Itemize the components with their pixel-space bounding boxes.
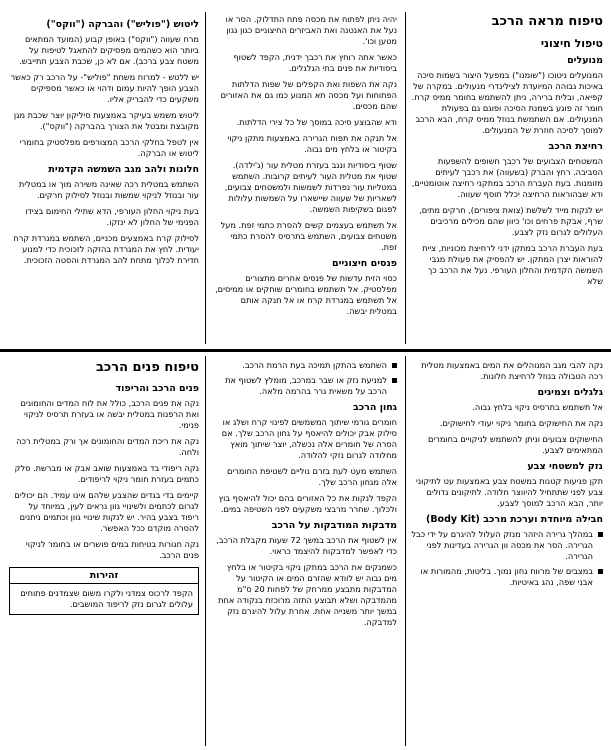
paragraph: נקה להבי מגב המנוהלים את המים באמצעות מטלית רכה הטבולה בנוזל לרחיצת חלונות. — [421, 360, 603, 381]
paragraph: כשמנקים את הרכב במתקן ניקוי בקיטור או בלחץ מים גבוה יש לוודא שהזרם המים או הקיטור על המדבקות מתבצע ממרחק של לפחות 20 ס"מ מהמדבקה ושלא תבוצע התזה מרוכזת בנקודה אחת במשך יותר משנייה אחת. אחרת עלול להיגרם נזק למדבקה. — [218, 562, 397, 627]
page-separator — [0, 349, 611, 352]
paragraph: נקה את החישוקים בחומר ניקוי יעודי לחישוקים. — [439, 418, 603, 428]
section-heading-exterior: טיפול חיצוני — [540, 37, 603, 50]
bullet-item: למניעת נזק או שבר במרכב, מומלץ לשטוף את הרכב על משאית גרר בהרמה מלאה. — [213, 375, 397, 397]
column-divider — [405, 356, 406, 746]
paragraph: אל תנקה את תפוח הגרירה באמצעות מתקן ניקוי בקיטור או בלחץ מים גבוה. — [227, 133, 397, 154]
paragraph: נקה חגורות בטיחות במים פושרים או בחומר לניקוי פנים הרכב. — [25, 539, 199, 560]
top-column-middle — [213, 14, 397, 344]
bottom-column-middle — [213, 360, 397, 745]
paragraph: החישוקים צבועים וניתן להשתמש לניקויים בחומרים המתאימים לצבע. — [427, 434, 603, 455]
subheading-polish: ליטוש ("פוליש") והברקה ("ווקס") — [46, 19, 199, 30]
interior-title: טיפוח פנים הרכב — [95, 360, 199, 375]
paragraph: מרח שעווה ("ווקס") באופן קבוע (המועד המתאים ביותר הוא כשהמים מפסיקים להתאגל לטיפות על משטח צבע ברכב). אם לא כן, שכבת הצבע תתייבש. — [19, 34, 199, 66]
paragraph: המשטחים הצבועים של רכבך חשופים להשפעות הסביבה. רחץ והברק (בשעווה) את רכבך לעיתים מזומנות. בעת העברת הרכב במתקני רחיצה אוטומטיים, ודא שבהוראות הרחיצה יכלל תוסף שעווה. — [411, 156, 603, 199]
caution-box — [9, 567, 199, 615]
paragraph: כסוי הזית עדשות של פנסים אחרים מתצורים מפלסטיק. אל תשתמש בחומרים שוחקים או ממיסים, אל תשתמש במגרדת קרח או אל תנקה אותם במטלית יבשה. — [215, 273, 397, 316]
subheading-stickers: מדבקות המודבקות על הרכב — [271, 520, 397, 531]
subheading-windows: חלונות ולהב מגב השמשה הקדמית — [48, 164, 199, 175]
subheading-locks: מנועלים — [567, 55, 603, 66]
paragraph: תקן פגיעות קטנות במשטח צבע באמצעות עט לתיקוני צבע לפני שתתחיל להיווצר חלודה. לתיקונים גדולים יותר, הבא הרכב למוסך לצבע. — [416, 476, 603, 508]
subheading-paint-damage: נזק למשטחי צבע — [527, 461, 603, 472]
column-divider — [405, 12, 406, 344]
paragraph: אין לשטוף את הרכב במשך 72 שעות מקבלת הרכב, כדי לאפשר למדבקות להיצמד כראוי. — [216, 535, 397, 556]
page-title: טיפוח מראה הרכב — [491, 14, 603, 29]
paragraph: אין לטפל בחלקי הרכב המצורפים מפלסטיק בחומרי ליטוש או הברקה. — [19, 137, 199, 158]
paragraph: יש ללטש - למרוח משחת "פוליש"- על הרכב רק כאשר הצבע הופך להיות עמום ודהוי או כאשר מספיקים משקעים כדי להבריק אליו. — [10, 72, 199, 104]
paragraph: אל תשתמש בתרסיס ניקוי בלחץ גבוה. — [472, 402, 603, 412]
subheading-body-kit: חבילה מיוחדת וערכת מרכב (Body Kit) — [425, 514, 603, 525]
paragraph: חומרים גורמי שיתוך המשמשים לפינוי קרח ושלג או סילוק אבק יכולים להיאסף על גחון הרכב שלך. אם הסרה של חומרים אלה נכשלה, יוצר שיתוך מואץ מחלודה לגרום נזקי להלודה. — [221, 417, 397, 460]
subheading-lights: פנסים חיצוניים — [331, 258, 397, 269]
subheading-underbody: גחון הרכב — [352, 402, 397, 413]
paragraph: שטוף ביסודיות ונגב בעזרת מטלית עור (ג'ילדה). שטוף את מטלית העור לעיתים קרובות. השתמש במטליות עור נפרדות לשמשות ולמשטחים צבועים, לשאריות של שעווה שיישארו על השמשות עלולות לפגום בשקיפות השמשה. — [224, 160, 397, 214]
paragraph: השתמש במטלית רכה שאינה משירה מוך או במטלית עור ובנוזל לניקוי שמשות ובנוזל לסילוק חרקים. — [18, 179, 199, 200]
subheading-wheels: גלגלים וצמיגים — [537, 387, 603, 398]
bottom-column-right — [411, 360, 603, 745]
bullet-item: במהלך גרירה היזהר מנזק העלול להיגרם על ידי כבל הגרירה. הסר את מכסה וון הגרירה בעדינות לפני הגרירה. — [411, 529, 603, 562]
caution-text: הקפד לרכוס צמדני ולקרו משום שצמדנים פתוחים עלולים לגרום נזק לריפוד המושבים. — [20, 588, 193, 609]
paragraph: לסילוק קרח באמצעים מכניים, השתמש במגרדת קרח יעודית. לחץ את המגרדת בהזקה לזכוכית כדי למנוע חדירת לכלוך מתחת להב המגרדת והסטה הזכוכית. — [13, 233, 199, 265]
top-column-left — [9, 14, 199, 344]
subheading-interior-seats: פנים הרכב והריפוד — [115, 383, 199, 394]
bullet-item: השתמש בהתקן תמיכה בעת הרמת הרכב. — [213, 360, 397, 371]
paragraph: הקפד לנקות את כל האזורים בהם יכול להיאסף בוץ ולכלוך. שחרר מרבצי משקעים לפני השטיפה במים. — [218, 493, 397, 514]
paragraph: אל תשתמש בעצמים קשים להסרת כתמי זפת. מעל משטחים צבועים, השתמש בתרסיס להסרת כתמי זפת. — [220, 220, 397, 252]
paragraph: כאשר אתה רוחץ את רכבך ידנית, הקפד לשטוף ביסודיות את פנים בתי הגלגלים. — [233, 52, 397, 73]
paragraph: נקה את השפות ואת הקפלים של שפות הדלתות הפתוחות ועל מכסה תא המנוע כמו גם את האזורים שהם מכסים. — [220, 79, 397, 111]
paragraph: השתמש מעט לעת בזרם נוליים לשטיפת החומרים אלה מגחון הרכב שלך. — [226, 466, 397, 487]
paragraph: המנועלים ניטוכו ("שומנו") במפעל היצור בשמות סיכה באיכות גבוהה המיועדת לצילינדרי מנעולים. במקרה של קפיאה, ובלית ברירה, ניתן להשתמש בחומר ממיס קרח. חומר זה פוגע בשמנת הסיכה ופוגם גם בפעולת המנעולים. אם השתמשת בנוזל ממיס קרח, הבא הרכב למוסך לסיכה חוזרת של המנעולים. — [411, 70, 603, 135]
column-divider — [205, 12, 206, 344]
caution-title: זהירות — [10, 568, 198, 584]
bottom-column-left — [9, 360, 199, 745]
paragraph: בעת העברת הרכב במתקן ידני לרחיצת מכוניות, ציית להוראות יצרן המתקן. יש להפסיק את פעולת מגבי השמשה הקדמית והחלון העורפי. נעל את הרכב כך שלא — [422, 243, 603, 286]
bullet-item: במצבים של מרווח גחון נמוך. בליטות, מהמורות או אבני שפה, נהג באיטיות. — [411, 566, 603, 588]
paragraph: נקה ריפודי בד באמצעות שואב אבק או מברשת. סלק כתמים בעזרת חומר ניקוי לריפודים. — [14, 463, 199, 484]
paragraph: יהיה ניתן לפתוח את מכסה פתח התדלוק. הסר או נעל את האנטנה ואת האביזרים החיצוניים כגון גגון מטען וכו'. — [225, 14, 397, 46]
paragraph: בעת ניקוי החלון העורפי, הדא שתילי החימום בצידו הפנימי של החלון לא ינזקו. — [25, 206, 199, 227]
subheading-washing: רחיצת הרכב — [548, 141, 603, 152]
paragraph: נקה את ריכת המדים והחומונים אך ורק במטלית רכה ולחה. — [16, 436, 199, 457]
column-divider — [205, 356, 206, 746]
paragraph: נקה את פנים הרכב, כולל את לוח המדים והחומונים ואת הרפנות במטלית יבשה או בעזרת תרסיס לניקוי פנימי. — [20, 398, 199, 430]
paragraph: יש לנקות מייד לשלשת (צואת ציפורים), חרקים מתים, שרף, אבקת פרחים וכו' כיוון שהם מכילים מרכיבים העלולים לגרום נזק לצבע. — [419, 205, 603, 237]
paragraph: קיימים בדי בגדים שהצבע שלהם אינו עמיד. הם יכולים לגרום לכתמים ולשינויי גוון נראים לעין, במיוחד על ריפוד בצבע בהיר. יש לנקות שינויי גוון וכתמים ניתנים להסרה מוקדם ככל האפשר. — [14, 490, 199, 533]
top-column-right — [411, 14, 603, 344]
paragraph: ודא שהבוצע סיכה במוסך של כל צירי הדלתות. — [236, 117, 397, 127]
paragraph: ליטוש משמש בעיקר באמצעות סיליקון יוצר שכבת מגן מקובצת ומבטל את הצורך בהברקה ("ווקס"). — [13, 110, 199, 131]
